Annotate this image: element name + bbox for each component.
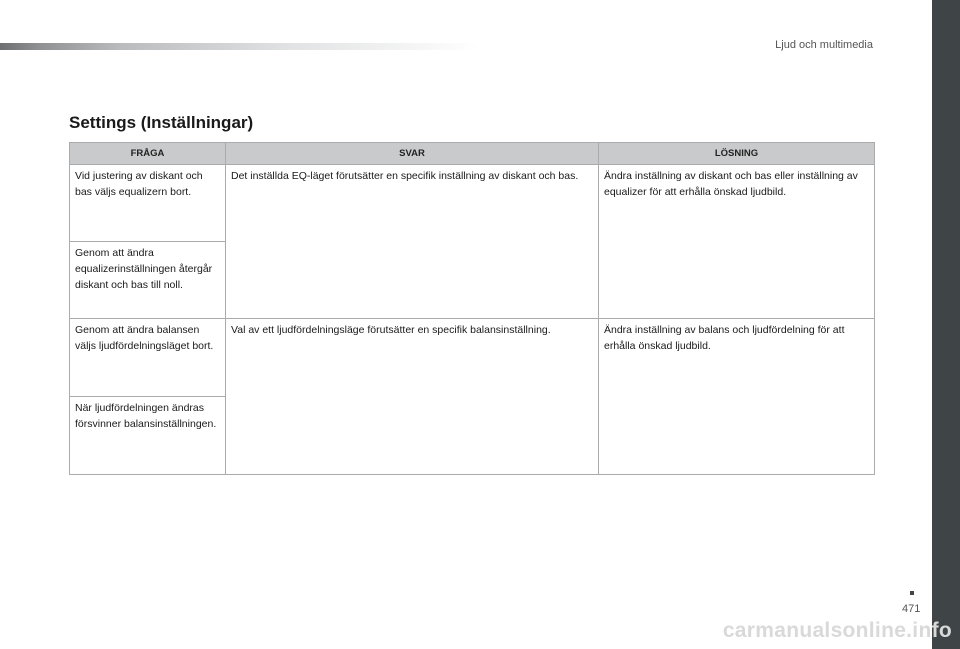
table-row (70, 165, 875, 242)
question-cell: Vid justering av diskant och bas väljs equalizern bort. (70, 165, 226, 242)
column-header-solution: LÖSNING (599, 143, 875, 165)
solution-cell: Ändra inställning av diskant och bas eller inställning av equalizer för att erhålla önskad ljudbild. (599, 165, 875, 319)
column-header-question: FRÅGA (70, 143, 226, 165)
table-row (70, 319, 875, 397)
question-cell: Genom att ändra equalizerinställningen återgår diskant och bas till noll. (70, 242, 226, 319)
section-title: Ljud och multimedia (775, 39, 873, 51)
page-heading: Settings (Inställningar) (69, 113, 254, 132)
page-number: 471 (902, 603, 921, 615)
troubleshooting-table (69, 142, 875, 475)
table-header-row (70, 143, 875, 165)
watermark: carmanualsonline.info (722, 619, 952, 642)
chapter-side-tab (932, 0, 960, 649)
header-gradient-bar (0, 43, 480, 50)
page-marker-square (910, 591, 914, 595)
solution-cell: Ändra inställning av balans och ljudfördelning för att erhålla önskad ljudbild. (599, 319, 875, 475)
column-header-answer: SVAR (226, 143, 599, 165)
answer-cell: Val av ett ljudfördelningsläge förutsätter en specifik balansinställning. (226, 319, 599, 475)
question-cell: Genom att ändra balansen väljs ljudfördelningsläget bort. (70, 319, 226, 397)
question-cell: När ljudfördelningen ändras försvinner balansinställningen. (70, 397, 226, 475)
answer-cell: Det inställda EQ-läget förutsätter en specifik inställning av diskant och bas. (226, 165, 599, 319)
